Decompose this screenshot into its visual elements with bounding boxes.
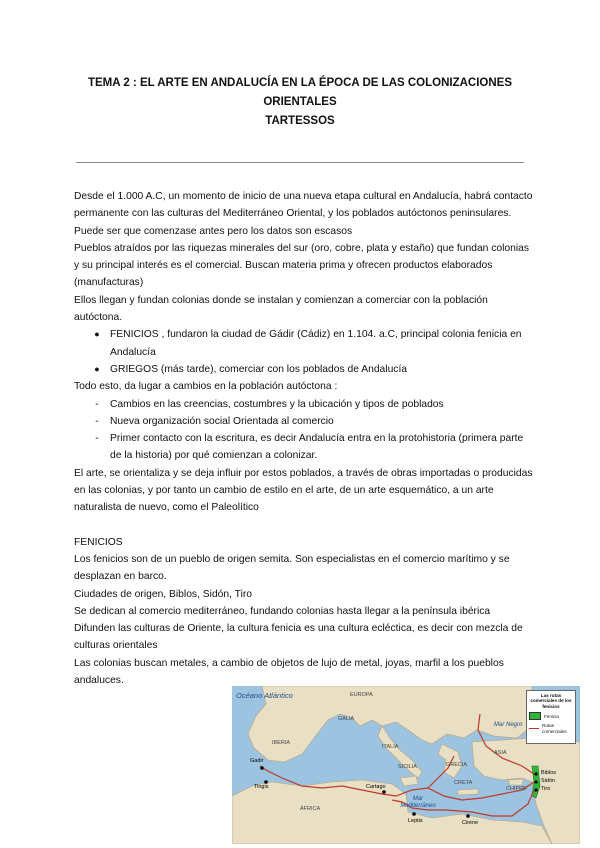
paragraph: Se dedican al comercio mediterráneo, fundando colonias hasta llegar a la península ibérica: [74, 605, 491, 617]
list-item-text: FENICIOS , fundaron la ciudad de Gádir (Cádiz) en 1.104. a.C, principal colonia fenicia en Andalucía: [110, 329, 522, 358]
document-body: [74, 188, 536, 689]
dash-icon: -: [95, 415, 99, 427]
document-title: [60, 74, 540, 131]
list-item: [74, 361, 536, 378]
paragraph: El arte, se orientaliza y se deja influir por estos poblados, a través de obras importadas o producidas en las colonias, y por tanto un cambio de estilo en el arte, de un arte esquemático, a un arte naturalista de nuevo, como el Paleolítico: [74, 467, 533, 514]
cyprus-land: [508, 779, 524, 785]
gadir-label: Gadir: [250, 758, 264, 764]
paragraph: Ellos llegan y fundan colonias donde se instalan y comienzan a comerciar con la población autóctona.: [74, 294, 488, 324]
bullet-icon: ●: [94, 363, 100, 374]
tyre-label: Tiro: [541, 786, 551, 792]
list-item: [74, 326, 536, 361]
city-marker: [412, 812, 416, 816]
dash-icon: -: [95, 433, 99, 445]
bullet-icon: ●: [94, 329, 100, 340]
paragraph: Los fenicios son de un pueblo de origen semita. Son especialistas en el comercio marítimo y se desplazan en barco.: [74, 553, 510, 583]
paragraph: Desde el 1.000 A.C, un momento de inicio de una nueva etapa cultural en Andalucía, habrá contacto permanente con las culturas del Mediterráneo Oriental, y los poblados autóctonos peninsulares. Puede ser que comenzase antes pero los datos son escasos: [74, 191, 533, 237]
city-marker: [466, 814, 470, 818]
legend-label: Fenicia: [544, 713, 559, 719]
dash-list: [74, 396, 536, 465]
crete-label: CRETA: [454, 780, 473, 786]
city-marker: [534, 788, 537, 791]
section-heading: FENICIOS: [74, 536, 123, 548]
phoenicia-swatch-icon: [529, 712, 541, 720]
title-line-3: TARTESSOS: [265, 115, 335, 127]
cyprus-label: CHIPRE: [506, 786, 527, 792]
city-marker: [382, 790, 386, 794]
legend-title: Las rutas comerciales de los fenicios: [530, 693, 572, 709]
black-sea-label: Mar Negro: [494, 722, 523, 728]
cyrene-label: Cirene: [462, 820, 479, 826]
dash-icon: -: [95, 398, 99, 410]
carthage-label: Cartago: [366, 784, 386, 790]
list-item: [74, 430, 536, 465]
phoenician-trade-routes-map: [232, 686, 580, 844]
bullet-list: [74, 326, 536, 378]
mediterranean-label: Mar Mediterráneo: [400, 796, 436, 809]
italy-label: ITALIA: [382, 744, 399, 750]
list-item-text: Cambios en las creencias, costumbres y la ubicación y tipos de poblados: [110, 398, 444, 410]
spacer: [74, 517, 536, 534]
title-line-2: ORIENTALES: [263, 96, 337, 108]
sicily-label: SICILIA: [398, 764, 417, 770]
legend-row: [529, 723, 573, 734]
route-line-icon: [529, 728, 539, 729]
tingis-label: Tingis: [254, 784, 269, 790]
legend-label: Rutas comerciales: [542, 723, 567, 734]
list-item-text: Nueva organización social Orientada al comercio: [110, 415, 334, 427]
gaul-label: GALIA: [338, 716, 355, 722]
sidon-label: Sidón: [541, 778, 556, 784]
list-item-text: GRIEGOS (más tarde), comerciar con los poblados de Andalucía: [110, 363, 408, 375]
asia-label: ASIA: [494, 750, 507, 756]
iberia-label: IBERIA: [272, 740, 291, 746]
africa-label: ÁFRICA: [300, 806, 321, 812]
title-line-1: TEMA 2 : EL ARTE EN ANDALUCÍA EN LA ÉPOCA DE LAS COLONIZACIONES: [87, 77, 513, 89]
byblos-label: Biblos: [541, 770, 556, 776]
city-marker: [534, 780, 537, 783]
legend-row: [529, 712, 573, 720]
list-item-text: Primer contacto con la escritura, es decir Andalucía entra en la protohistoria (primera parte de la historia) por qué comienzan a colonizar.: [110, 433, 524, 462]
city-marker: [260, 766, 264, 770]
leptis-label: Leptis: [408, 818, 423, 824]
paragraph: Las colonias buscan metales, a cambio de objetos de lujo de metal, joyas, marfil a los pueblos andaluces.: [74, 657, 504, 687]
paragraph: Todo esto, da lugar a cambios en la población autóctona :: [74, 381, 338, 393]
horizontal-rule: [76, 162, 524, 163]
europe-label: EUROPA: [350, 692, 373, 698]
list-item: [74, 413, 536, 430]
map-legend: [526, 690, 576, 744]
paragraph: Ciudades de origen, Biblos, Sidón, Tiro: [74, 588, 253, 600]
ocean-label: Océano Atlántico: [236, 691, 293, 700]
crete-land: [458, 789, 478, 795]
list-item: [74, 396, 536, 413]
paragraph: Pueblos atraídos por las riquezas minerales del sur (oro, cobre, plata y estaño) que fundan colonias y su principal interés es el comercial. Buscan materia prima y ofrecen productos elaborados (manufacturas): [74, 242, 530, 289]
greece-label: GRECIA: [446, 762, 468, 768]
paragraph: Difunden las culturas de Oriente, la cultura fenicia es una cultura ecléctica, es decir con mezcla de culturas orientales: [74, 623, 523, 652]
city-marker: [534, 772, 537, 775]
